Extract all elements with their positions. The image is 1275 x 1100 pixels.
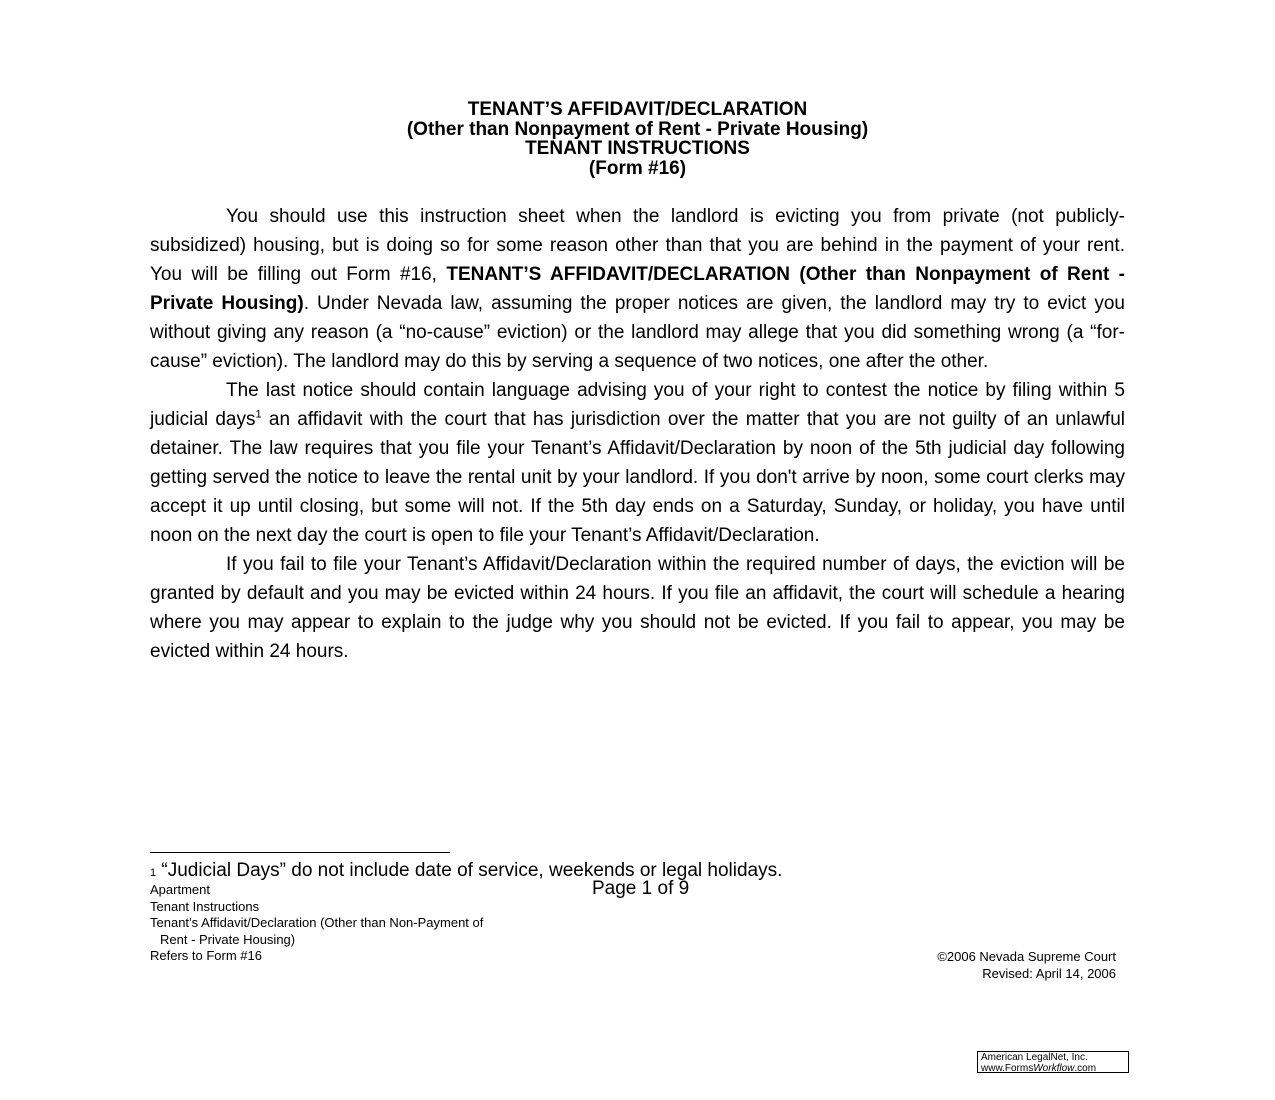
stamp-line-2 [981, 1064, 1125, 1075]
footnote-reference[interactable]: 1 [255, 408, 262, 421]
footnote-text: “Judicial Days” do not include date of service, weekends or legal holidays. [156, 860, 783, 881]
paragraph-2-text-a: The last notice should contain language advising you of your right to contest the notice by filing within 5 judicial days [150, 380, 1125, 430]
paragraph-1-bold-form-name: TENANT’S AFFIDAVIT/DECLARATION (Other than Nonpayment of Rent - Private Housing) [150, 264, 1125, 314]
page-number: Page 1 of 9 [592, 878, 690, 899]
title-line-1: TENANT’S AFFIDAVIT/DECLARATION [467, 99, 808, 120]
footer-form-info [150, 882, 483, 965]
footer-line-2: Tenant Instructions [150, 898, 260, 914]
document-title [0, 100, 1275, 178]
stamp-line-1: American LegalNet, Inc. [981, 1052, 1088, 1063]
footer-line-5: Refers to Form #16 [150, 948, 262, 963]
paragraph-2-text-b: an affidavit with the court that has jurisdiction over the matter that you are not guilty of an unlawful detainer. The law requires that you file your Tenant’s Affidavit/Declaration by noon of the 5th judicial day following getting served the notice to leave the rental unit by your landlord. If you don't arrive by noon, some court clerks may accept it up until closing, but some will not. If the 5th day ends on a Saturday, Sunday, or holiday, you have until noon on the next day the court is open to file your Tenant’s Affidavit/Declaration. [150, 409, 1126, 546]
copyright-line: ©2006 Nevada Supreme Court [937, 949, 1116, 964]
stamp-url-a: www.Forms [981, 1062, 1034, 1074]
paragraph-1-text-b: . Under Nevada law, assuming the proper notices are given, the landlord may try to evict you without giving any reason (a “no-cause” eviction) or the landlord may allege that you did something wrong (a “for-cause” eviction). The landlord may do this by serving a sequence of two notices, one after the other. [150, 293, 1125, 372]
footer-line-1: Apartment [150, 882, 210, 897]
revised-date: Revised: April 14, 2006 [982, 965, 1116, 981]
stamp-url-b: Workflow [1033, 1062, 1075, 1074]
paragraph-2 [150, 376, 1125, 550]
title-line-4: (Form #16) [588, 157, 687, 179]
instructions-body [150, 202, 1125, 666]
footnote-separator [150, 852, 450, 853]
paragraph-1 [150, 202, 1125, 376]
title-line-2: (Other than Nonpayment of Rent - Private Housing) [406, 118, 869, 140]
paragraph-3: If you fail to file your Tenant’s Affidavit/Declaration within the required number of days, the eviction will be granted by default and you may be evicted within 24 hours. If you file an affidavit, the court will schedule a hearing where you may appear to explain to the judge why you should not be evicted. If you fail to appear, you may be evicted within 24 hours. [150, 554, 1125, 662]
stamp-url-c: .com [1074, 1062, 1097, 1074]
footnote-marker: 1 [150, 867, 157, 879]
footer-line-4: Rent - Private Housing) [160, 931, 296, 947]
footer-copyright [937, 949, 1116, 982]
publisher-stamp [977, 1051, 1129, 1073]
paragraph-1-text-a: You should use this instruction sheet when the landlord is evicting you from private (not publicly-subsidized) housing, but is doing so for some reason other than that you are behind in the payment of your rent. You will be filling out Form #16, [150, 206, 1125, 285]
footer-line-3: Tenant’s Affidavit/Declaration (Other than Non-Payment of [150, 915, 484, 930]
title-line-3: TENANT INSTRUCTIONS [525, 138, 750, 159]
